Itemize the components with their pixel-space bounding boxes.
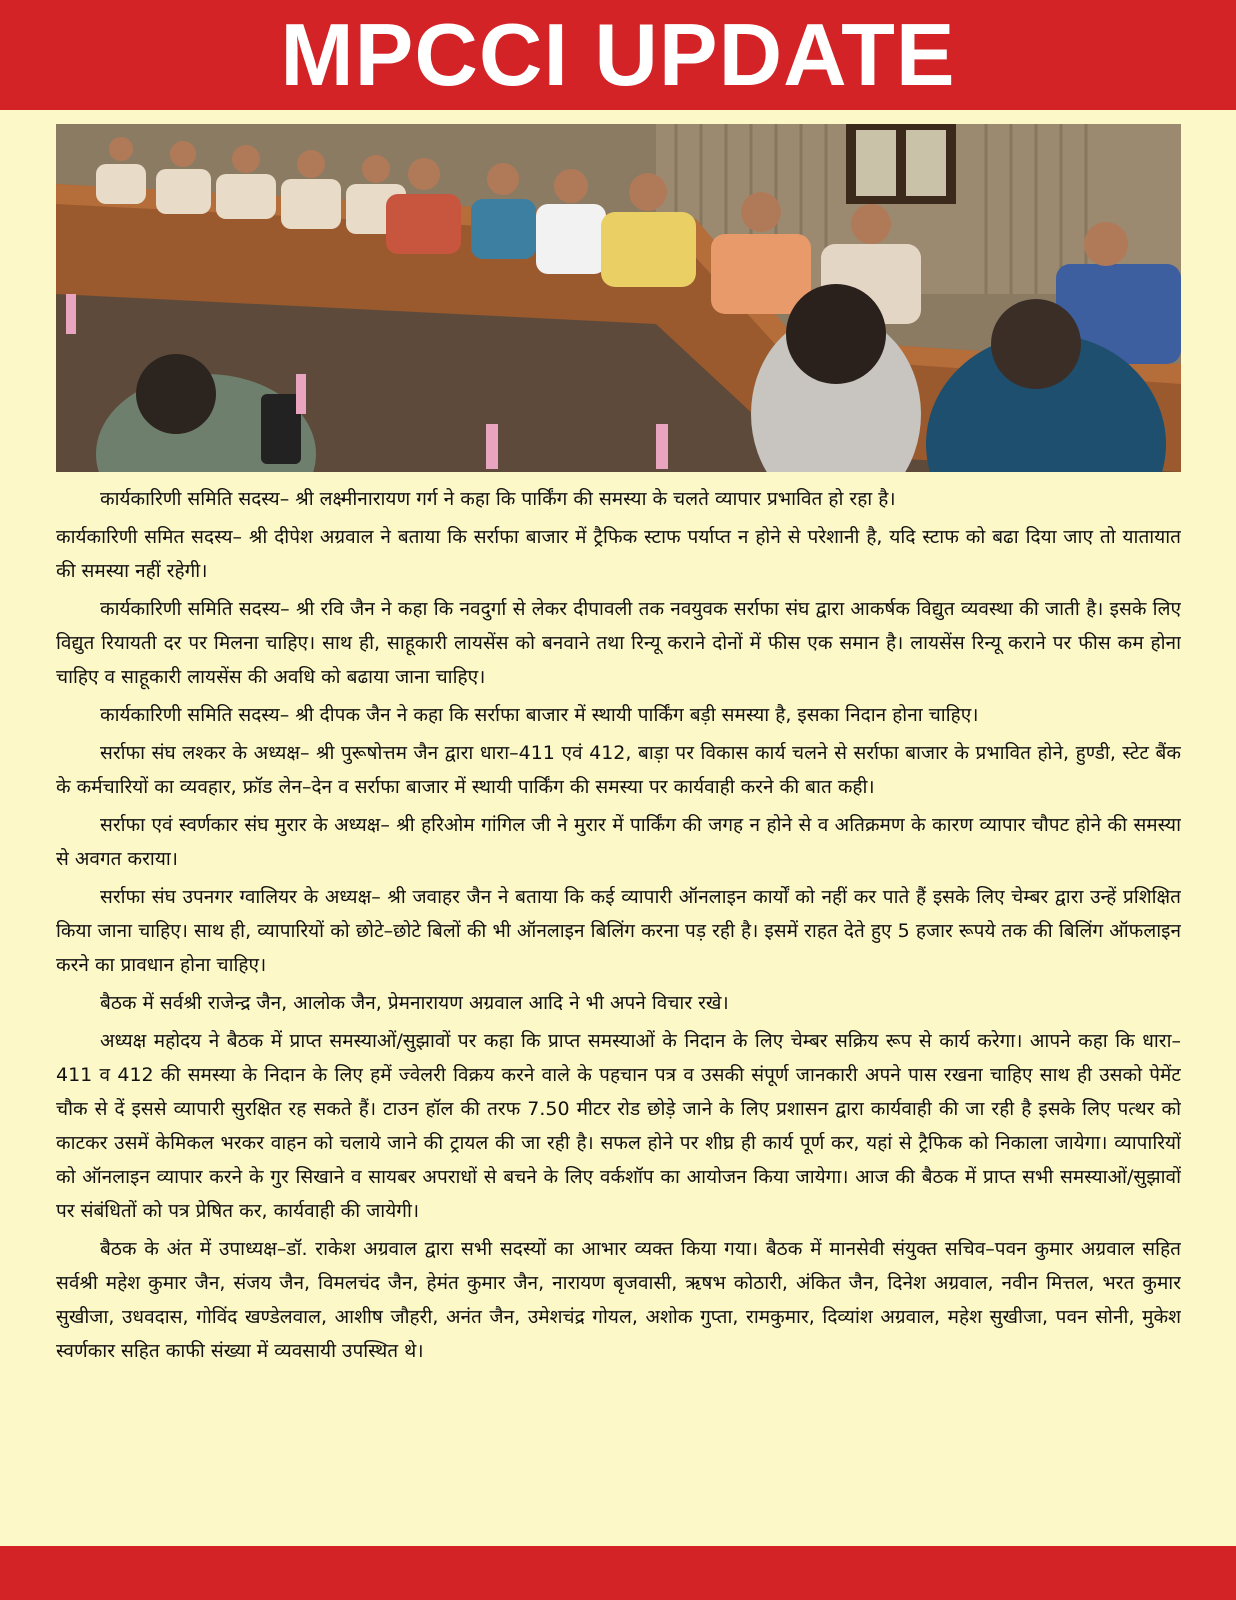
article-paragraph: कार्यकारिणी समिति सदस्य– श्री दीपक जैन ने कहा कि सर्राफा बाजार में स्थायी पार्किंग बड़ी समस्या है, इसका निदान होना चाहिए। <box>100 704 979 726</box>
article-paragraph: बैठक में सर्वश्री राजेन्द्र जैन, आलोक जैन, प्रेमनारायण अग्रवाल आदि ने भी अपने विचार रखे। <box>100 992 729 1014</box>
article-paragraph: अध्यक्ष महोदय ने बैठक में प्राप्त समस्याओं/सुझावों पर कहा कि प्राप्त समस्याओं के निदान के लिए चेम्बर सक्रिय रूप से कार्य करेगा। आपने कहा कि धारा–411 व 412 की समस्या के निदान के लिए हमें ज्वेलरी विक्रय करने वाले के पहचान पत्र व उसकी संपूर्ण जानकारी अपने पास रखना चाहिए साथ ही उसको पेमेंट चौक से दें इससे व्यापारी सुरक्षित रह सकते हैं। टाउन हॉल की तरफ 7.50 मीटर रोड छोड़े जाने के लिए प्रशासन द्वारा कार्यवाही की जा रही है इसके लिए पत्थर को काटकर उसमें केमिकल भरकर वाहन को चलाये जाने की ट्रायल की जा रही है। सफल होने पर शीघ्र ही कार्य पूर्ण कर, यहां से ट्रैफिक को निकाला जायेगा। व्यापारियों को ऑनलाइन व्यापार करने के गुर सिखाने व सायबर अपराधों से बचने के लिए वर्कशॉप का आयोजन किया जायेगा। आज की बैठक में प्राप्त सभी समस्याओं/सुझावों पर संबंधितों को पत्र प्रेषित कर, कार्यवाही की जायेगी। <box>56 1030 1181 1222</box>
article-paragraph: सर्राफा एवं स्वर्णकार संघ मुरार के अध्यक्ष– श्री हरिओम गांगिल जी ने मुरार में पार्किंग की जगह न होने से व अतिक्रमण के कारण व्यापार चौपट होने की समस्या से अवगत कराया। <box>56 814 1181 870</box>
article-paragraph: कार्यकारिणी समिति सदस्य– श्री लक्ष्मीनारायण गर्ग ने कहा कि पार्किंग की समस्या के चलते व्यापार प्रभावित हो रहा है। <box>100 488 896 510</box>
header-banner <box>0 0 1236 110</box>
footer-bar <box>0 1546 1236 1600</box>
meeting-photo-illustration <box>56 124 1181 472</box>
page-title: MPCCI UPDATE <box>280 5 956 104</box>
article-paragraph: कार्यकारिणी समिति सदस्य– श्री रवि जैन ने कहा कि नवदुर्गा से लेकर दीपावली तक नवयुवक सर्राफा संघ द्वारा आकर्षक विद्युत व्यवस्था की जाती है। इसके लिए विद्युत रियायती दर पर मिलना चाहिए। साथ ही, साहूकारी लायसेंस को बनवाने तथा रिन्यू कराने दोनों में फीस एक समान है। लायसेंस रिन्यू कराने पर फीस कम होना चाहिए व साहूकारी लायसेंस की अवधि को बढाया जाना चाहिए। <box>56 598 1181 688</box>
article-paragraph: सर्राफा संघ लश्कर के अध्यक्ष– श्री पुरूषोत्तम जैन द्वारा धारा–411 एवं 412, बाड़ा पर विकास कार्य चलने से सर्राफा बाजार के प्रभावित होने, हुण्डी, स्टेट बैंक के कर्मचारियों का व्यवहार, फ्रॉड लेन–देन व सर्राफा बाजार में स्थायी पार्किंग की समस्या पर कार्यवाही करने की बात कही। <box>56 742 1181 798</box>
article-paragraph: बैठक के अंत में उपाध्यक्ष–डॉ. राकेश अग्रवाल द्वारा सभी सदस्यों का आभार व्यक्त किया गया। बैठक में मानसेवी संयुक्त सचिव–पवन कुमार अग्रवाल सहित सर्वश्री महेश कुमार जैन, संजय जैन, विमलचंद जैन, हेमंत कुमार जैन, नारायण बृजवासी, ऋषभ कोठारी, अंकित जैन, दिनेश अग्रवाल, नवीन मित्तल, भरत कुमार सुखीजा, उधवदास, गोविंद खण्डेलवाल, आशीष जौहरी, अनंत जैन, उमेशचंद्र गोयल, अशोक गुप्ता, रामकुमार, दिव्यांश अग्रवाल, महेश सुखीजा, पवन सोनी, मुकेश स्वर्णकार सहित काफी संख्या में व्यवसायी उपस्थित थे। <box>56 1238 1181 1362</box>
article-body <box>56 482 1181 1536</box>
meeting-photo <box>56 124 1181 472</box>
article-paragraph: कार्यकारिणी समित सदस्य– श्री दीपेश अग्रवाल ने बताया कि सर्राफा बाजार में ट्रैफिक स्टाफ पर्याप्त न होने से परेशानी है, यदि स्टाफ को बढा दिया जाए तो यातायात की समस्या नहीं रहेगी। <box>56 526 1181 582</box>
article-paragraph: सर्राफा संघ उपनगर ग्वालियर के अध्यक्ष– श्री जवाहर जैन ने बताया कि कई व्यापारी ऑनलाइन कार्यों को नहीं कर पाते हैं इसके लिए चेम्बर द्वारा उन्हें प्रशिक्षित किया जाना चाहिए। साथ ही, व्यापारियों को छोटे–छोटे बिलों की भी ऑनलाइन बिलिंग करना पड़ रही है। इसमें राहत देते हुए 5 हजार रूपये तक की बिलिंग ऑफलाइन करने का प्रावधान होना चाहिए। <box>56 886 1181 976</box>
